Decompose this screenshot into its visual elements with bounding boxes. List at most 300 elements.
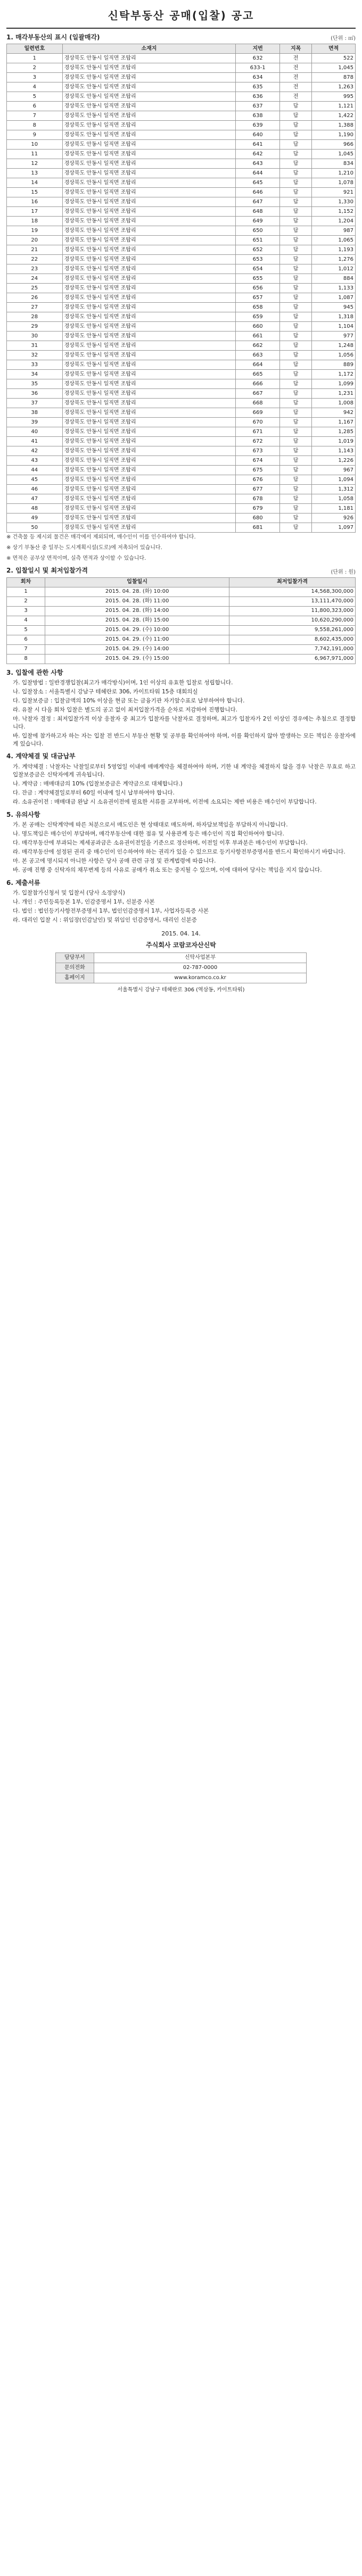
table-cell: 665 xyxy=(236,369,280,379)
table-cell: 674 xyxy=(236,455,280,465)
table-cell: 1,008 xyxy=(312,398,356,408)
table-cell: 경상북도 안동시 일직면 조탑리 xyxy=(62,101,236,111)
table-cell: 1,152 xyxy=(312,206,356,216)
table-cell: 17 xyxy=(7,206,63,216)
table-cell: 13 xyxy=(7,168,63,178)
table-cell: 945 xyxy=(312,302,356,312)
table-cell: 38 xyxy=(7,408,63,417)
table-cell: 경상북도 안동시 일직면 조탑리 xyxy=(62,350,236,360)
section-5 xyxy=(6,810,356,874)
table-row xyxy=(7,523,356,532)
paragraph: 가. 계약체결 : 낙찰자는 낙찰일로부터 5영업일 이내에 매매계약을 체결하여야 하며, 기한 내 계약을 체결하지 않을 경우 낙찰은 무효로 하고 입찰보증금은 신탁자에게 귀속됩니다. xyxy=(13,764,356,778)
table-cell: 답 xyxy=(279,321,311,331)
table-cell: 2015. 04. 28. (화) 10:00 xyxy=(45,587,229,597)
table-cell: 2015. 04. 28. (화) 15:00 xyxy=(45,616,229,625)
contact-label: 홈페이지 xyxy=(55,973,94,983)
table-row xyxy=(7,197,356,206)
table-cell: 889 xyxy=(312,360,356,369)
table-cell: 답 xyxy=(279,178,311,187)
table-row xyxy=(7,427,356,436)
table-cell: 답 xyxy=(279,436,311,446)
table-cell: 경상북도 안동시 일직면 조탑리 xyxy=(62,216,236,226)
table-cell: 647 xyxy=(236,197,280,206)
table-cell: 48 xyxy=(7,503,63,513)
table-cell: 전 xyxy=(279,72,311,82)
table-cell: 1 xyxy=(7,53,63,63)
paragraph: 라. 소유권이전 : 매매대금 완납 시 소유권이전에 필요한 서류를 교부하며, 이전에 소요되는 제반 비용은 매수인이 부담합니다. xyxy=(13,798,317,805)
table-cell: 답 xyxy=(279,187,311,197)
table-cell: 45 xyxy=(7,475,63,484)
table-cell: 경상북도 안동시 일직면 조탑리 xyxy=(62,513,236,523)
table-cell: 답 xyxy=(279,274,311,283)
table-cell: 경상북도 안동시 일직면 조탑리 xyxy=(62,245,236,254)
table-row xyxy=(7,503,356,513)
table-cell: 642 xyxy=(236,149,280,159)
note-line: ※ 건축물 등 제시외 물건은 매각에서 제외되며, 매수인이 이를 인수하여야 합니다. xyxy=(6,534,196,540)
table-cell: 47 xyxy=(7,494,63,503)
table-cell: 28 xyxy=(7,312,63,321)
table-cell: 1,248 xyxy=(312,341,356,350)
table-cell: 경상북도 안동시 일직면 조탑리 xyxy=(62,139,236,149)
table-cell: 24 xyxy=(7,274,63,283)
table-cell: 672 xyxy=(236,436,280,446)
table-row xyxy=(7,53,356,63)
table-cell: 3 xyxy=(7,72,63,82)
table-cell: 666 xyxy=(236,379,280,388)
table-cell: 966 xyxy=(312,139,356,149)
paragraph: 나. 계약금 : 매매대금의 10% (입찰보증금은 계약금으로 대체합니다.) xyxy=(13,780,183,787)
table-row xyxy=(7,168,356,178)
table-cell: 답 xyxy=(279,159,311,168)
paragraph: 라. 대리인 입찰 시 : 위임장(인감날인) 및 위임인 인감증명서, 대리인 신분증 xyxy=(13,916,197,923)
table-cell: 670 xyxy=(236,417,280,427)
table-cell: 1,388 xyxy=(312,120,356,130)
table-header-cell: 지목 xyxy=(279,44,311,53)
table-row xyxy=(7,341,356,350)
section-2-heading: 2. 입찰일시 및 최저입찰가격 xyxy=(6,567,88,575)
table-cell: 675 xyxy=(236,465,280,475)
table-row xyxy=(7,101,356,111)
contact-row xyxy=(55,953,306,963)
table-row xyxy=(7,111,356,120)
table-cell: 1,167 xyxy=(312,417,356,427)
table-cell: 답 xyxy=(279,226,311,235)
table-cell: 22 xyxy=(7,254,63,264)
table-cell: 4 xyxy=(7,82,63,92)
table-cell: 2 xyxy=(7,597,45,606)
table-cell: 1,231 xyxy=(312,388,356,398)
table-cell: 1,422 xyxy=(312,111,356,120)
table-cell: 656 xyxy=(236,283,280,293)
table-cell: 1,099 xyxy=(312,379,356,388)
table-row xyxy=(7,264,356,274)
paragraph: 다. 매각부동산에 부과되는 제세공과금은 소유권이전일을 기준으로 정산하며, 이전일 이후 부과분은 매수인이 부담합니다. xyxy=(13,839,308,846)
table-cell: 답 xyxy=(279,513,311,523)
paragraph: 다. 법인 : 법인등기사항전부증명서 1부, 법인인감증명서 1부, 사업자등록증 사본 xyxy=(13,907,209,914)
table-cell: 경상북도 안동시 일직면 조탑리 xyxy=(62,331,236,341)
table-cell: 677 xyxy=(236,484,280,494)
table-row xyxy=(7,206,356,216)
table-cell: 답 xyxy=(279,369,311,379)
table-cell: 43 xyxy=(7,455,63,465)
table-header-cell: 일련번호 xyxy=(7,44,63,53)
table-cell: 답 xyxy=(279,398,311,408)
table-row xyxy=(7,274,356,283)
table-cell: 경상북도 안동시 일직면 조탑리 xyxy=(62,254,236,264)
table-cell: 경상북도 안동시 일직면 조탑리 xyxy=(62,53,236,63)
table-row xyxy=(7,149,356,159)
table-cell: 경상북도 안동시 일직면 조탑리 xyxy=(62,293,236,302)
table-row xyxy=(7,350,356,360)
section-1-unit: (단위 : ㎡) xyxy=(331,36,356,42)
table-cell: 522 xyxy=(312,53,356,63)
table-cell: 경상북도 안동시 일직면 조탑리 xyxy=(62,446,236,455)
table-cell: 20 xyxy=(7,235,63,245)
table-cell: 경상북도 안동시 일직면 조탑리 xyxy=(62,63,236,72)
table-cell: 경상북도 안동시 일직면 조탑리 xyxy=(62,360,236,369)
table-cell: 경상북도 안동시 일직면 조탑리 xyxy=(62,503,236,513)
table-cell: 9 xyxy=(7,130,63,139)
table-cell: 36 xyxy=(7,388,63,398)
table-cell: 648 xyxy=(236,206,280,216)
table-cell: 8 xyxy=(7,654,45,664)
table-cell: 경상북도 안동시 일직면 조탑리 xyxy=(62,455,236,465)
table-cell: 답 xyxy=(279,484,311,494)
table-cell: 652 xyxy=(236,245,280,254)
table-row xyxy=(7,455,356,465)
table-cell: 경상북도 안동시 일직면 조탑리 xyxy=(62,72,236,82)
table-cell: 632 xyxy=(236,53,280,63)
table-cell: 645 xyxy=(236,178,280,187)
table-cell: 경상북도 안동시 일직면 조탑리 xyxy=(62,408,236,417)
table-row xyxy=(7,465,356,475)
table-cell: 633-1 xyxy=(236,63,280,72)
table-row xyxy=(7,331,356,341)
issuer-address: 서울특별시 강남구 테헤란로 306 (역삼동, 카이트타워) xyxy=(117,987,245,993)
paragraph: 다. 입찰보증금 : 입찰금액의 10% 이상을 현금 또는 금융기관 자기앞수표로 납부하여야 합니다. xyxy=(13,698,245,705)
table-cell: 636 xyxy=(236,92,280,101)
table-cell: 1,143 xyxy=(312,446,356,455)
table-row xyxy=(7,321,356,331)
table-cell: 답 xyxy=(279,331,311,341)
table-row xyxy=(7,226,356,235)
table-cell: 657 xyxy=(236,293,280,302)
table-cell: 942 xyxy=(312,408,356,417)
table-cell: 답 xyxy=(279,446,311,455)
table-cell: 884 xyxy=(312,274,356,283)
table-cell: 668 xyxy=(236,398,280,408)
table-cell: 661 xyxy=(236,331,280,341)
table-cell: 2015. 04. 28. (화) 14:00 xyxy=(45,606,229,616)
table-cell: 경상북도 안동시 일직면 조탑리 xyxy=(62,274,236,283)
table-cell: 경상북도 안동시 일직면 조탑리 xyxy=(62,92,236,101)
table-cell: 640 xyxy=(236,130,280,139)
table-cell: 7 xyxy=(7,644,45,654)
table-cell: 경상북도 안동시 일직면 조탑리 xyxy=(62,178,236,187)
table-cell: 답 xyxy=(279,197,311,206)
table-cell: 921 xyxy=(312,187,356,197)
table-cell: 658 xyxy=(236,302,280,312)
issuer-name: 주식회사 코람코자산신탁 xyxy=(146,941,216,949)
table-cell: 1,204 xyxy=(312,216,356,226)
notice-date: 2015. 04. 14. xyxy=(161,930,201,937)
table-cell: 834 xyxy=(312,159,356,168)
section-6 xyxy=(6,879,356,924)
table-cell: 639 xyxy=(236,120,280,130)
table-cell: 995 xyxy=(312,92,356,101)
table-cell: 679 xyxy=(236,503,280,513)
table-cell: 경상북도 안동시 일직면 조탑리 xyxy=(62,283,236,293)
table-cell: 8,602,435,000 xyxy=(229,635,356,644)
table-row xyxy=(7,635,356,644)
section-4-heading: 4. 계약체결 및 대금납부 xyxy=(6,752,76,760)
table-cell: 답 xyxy=(279,350,311,360)
paragraph: 나. 명도책임은 매수인이 부담하며, 매각부동산에 대한 점유 및 사용관계 등은 매수인이 직접 확인하여야 합니다. xyxy=(13,831,284,837)
table-cell: 40 xyxy=(7,427,63,436)
table-cell: 경상북도 안동시 일직면 조탑리 xyxy=(62,398,236,408)
table-cell: 1,097 xyxy=(312,523,356,532)
table-row xyxy=(7,587,356,597)
table-cell: 671 xyxy=(236,427,280,436)
table-cell: 경상북도 안동시 일직면 조탑리 xyxy=(62,235,236,245)
table-row xyxy=(7,436,356,446)
table-cell: 664 xyxy=(236,360,280,369)
table-cell: 42 xyxy=(7,446,63,455)
table-cell: 1,121 xyxy=(312,101,356,111)
table-cell: 답 xyxy=(279,293,311,302)
table-cell: 29 xyxy=(7,321,63,331)
table-cell: 2015. 04. 29. (수) 11:00 xyxy=(45,635,229,644)
table-cell: 답 xyxy=(279,475,311,484)
table-cell: 6 xyxy=(7,101,63,111)
table-cell: 1,181 xyxy=(312,503,356,513)
table-row xyxy=(7,293,356,302)
table-cell: 1,078 xyxy=(312,178,356,187)
table-cell: 649 xyxy=(236,216,280,226)
table-row xyxy=(7,72,356,82)
table-row xyxy=(7,82,356,92)
table-cell: 654 xyxy=(236,264,280,274)
table-cell: 34 xyxy=(7,369,63,379)
table-cell: 37 xyxy=(7,398,63,408)
notice-footer xyxy=(6,930,356,994)
table-cell: 답 xyxy=(279,302,311,312)
table-cell: 답 xyxy=(279,379,311,388)
paragraph: 가. 입찰방법 : 일반경쟁입찰(최고가 매각방식)이며, 1인 이상의 유효한 입찰로 성립합니다. xyxy=(13,680,233,686)
table-cell: 1,263 xyxy=(312,82,356,92)
table-row xyxy=(7,494,356,503)
table-cell: 673 xyxy=(236,446,280,455)
table-cell: 634 xyxy=(236,72,280,82)
table-cell: 경상북도 안동시 일직면 조탑리 xyxy=(62,159,236,168)
table-cell: 660 xyxy=(236,321,280,331)
table-cell: 16 xyxy=(7,197,63,206)
contact-table xyxy=(55,952,307,983)
table-cell: 경상북도 안동시 일직면 조탑리 xyxy=(62,427,236,436)
table-cell: 6 xyxy=(7,635,45,644)
contact-row xyxy=(55,963,306,973)
table-cell: 33 xyxy=(7,360,63,369)
table-cell: 663 xyxy=(236,350,280,360)
table-cell: 답 xyxy=(279,341,311,350)
table-cell: 44 xyxy=(7,465,63,475)
table-cell: 경상북도 안동시 일직면 조탑리 xyxy=(62,187,236,197)
table-header-cell: 면적 xyxy=(312,44,356,53)
table-cell: 답 xyxy=(279,101,311,111)
table-row xyxy=(7,235,356,245)
table-cell: 1,045 xyxy=(312,63,356,72)
table-cell: 926 xyxy=(312,513,356,523)
note-line: ※ 면적은 공부상 면적이며, 실측 면적과 상이할 수 있습니다. xyxy=(6,555,146,561)
paragraph: 가. 입찰참가신청서 및 입찰서 (당사 소정양식) xyxy=(13,890,125,897)
table-cell: 49 xyxy=(7,513,63,523)
table-cell: 답 xyxy=(279,503,311,513)
table-cell: 11,800,323,000 xyxy=(229,606,356,616)
table-cell: 경상북도 안동시 일직면 조탑리 xyxy=(62,417,236,427)
table-row xyxy=(7,130,356,139)
table-cell: 경상북도 안동시 일직면 조탑리 xyxy=(62,379,236,388)
table-cell: 1,065 xyxy=(312,235,356,245)
table-cell: 1,087 xyxy=(312,293,356,302)
table-cell: 878 xyxy=(312,72,356,82)
table-row xyxy=(7,283,356,293)
table-cell: 답 xyxy=(279,523,311,532)
contact-value: 02-787-0000 xyxy=(94,963,306,973)
table-cell: 1,330 xyxy=(312,197,356,206)
table-cell: 8 xyxy=(7,120,63,130)
table-cell: 답 xyxy=(279,388,311,398)
table-cell: 전 xyxy=(279,63,311,72)
section-2 xyxy=(6,566,356,664)
table-cell: 답 xyxy=(279,494,311,503)
table-row xyxy=(7,398,356,408)
table-cell: 1,133 xyxy=(312,283,356,293)
table-cell: 1,012 xyxy=(312,264,356,274)
table-row xyxy=(7,475,356,484)
table-row xyxy=(7,187,356,197)
table-cell: 2015. 04. 29. (수) 15:00 xyxy=(45,654,229,664)
contact-value: 신탁사업본부 xyxy=(94,953,306,963)
table-header-cell: 소재지 xyxy=(62,44,236,53)
table-row xyxy=(7,446,356,455)
section-3 xyxy=(6,668,356,748)
table-cell: 10 xyxy=(7,139,63,149)
table-cell: 답 xyxy=(279,120,311,130)
paragraph: 가. 본 공매는 신탁계약에 따른 처분으로서 매도인은 현 상태대로 매도하며, 하자담보책임을 부담하지 아니합니다. xyxy=(13,822,288,829)
table-row xyxy=(7,159,356,168)
table-cell: 1,276 xyxy=(312,254,356,264)
table-row xyxy=(7,388,356,398)
table-cell: 답 xyxy=(279,254,311,264)
table-cell: 경상북도 안동시 일직면 조탑리 xyxy=(62,484,236,494)
table-cell: 31 xyxy=(7,341,63,350)
paragraph: 라. 유찰 시 다음 회차 입찰은 별도의 공고 없이 최저입찰가격을 순차로 저감하여 진행합니다. xyxy=(13,706,238,713)
table-cell: 경상북도 안동시 일직면 조탑리 xyxy=(62,82,236,92)
table-cell: 1,056 xyxy=(312,350,356,360)
table-cell: 1,226 xyxy=(312,455,356,465)
property-notes xyxy=(6,534,356,562)
paragraph: 바. 입찰에 참가하고자 하는 자는 입찰 전 반드시 부동산 현황 및 공부를 확인하여야 하며, 이를 확인하지 않아 발생하는 모든 책임은 응찰자에게 있습니다. xyxy=(13,732,356,747)
table-row xyxy=(7,606,356,616)
table-cell: 646 xyxy=(236,187,280,197)
table-cell: 15 xyxy=(7,187,63,197)
table-cell: 경상북도 안동시 일직면 조탑리 xyxy=(62,341,236,350)
table-row xyxy=(7,379,356,388)
page-title: 신탁부동산 공매(입찰) 공고 xyxy=(108,9,254,22)
table-cell: 5 xyxy=(7,625,45,635)
table-row xyxy=(7,369,356,379)
table-cell: 전 xyxy=(279,82,311,92)
table-cell: 662 xyxy=(236,341,280,350)
table-row xyxy=(7,408,356,417)
table-cell: 9,558,261,000 xyxy=(229,625,356,635)
table-row xyxy=(7,654,356,664)
table-cell: 638 xyxy=(236,111,280,120)
table-header-cell: 회차 xyxy=(7,577,45,587)
table-cell: 680 xyxy=(236,513,280,523)
table-cell: 경상북도 안동시 일직면 조탑리 xyxy=(62,206,236,216)
table-cell: 경상북도 안동시 일직면 조탑리 xyxy=(62,321,236,331)
table-row xyxy=(7,216,356,226)
table-row xyxy=(7,513,356,523)
table-cell: 11 xyxy=(7,149,63,159)
table-cell: 경상북도 안동시 일직면 조탑리 xyxy=(62,465,236,475)
table-cell: 653 xyxy=(236,254,280,264)
table-cell: 경상북도 안동시 일직면 조탑리 xyxy=(62,312,236,321)
table-cell: 19 xyxy=(7,226,63,235)
section-6-body xyxy=(6,889,356,924)
section-5-heading: 5. 유의사항 xyxy=(6,810,40,818)
table-cell: 경상북도 안동시 일직면 조탑리 xyxy=(62,264,236,274)
section-5-body xyxy=(6,821,356,874)
table-cell: 경상북도 안동시 일직면 조탑리 xyxy=(62,475,236,484)
table-cell: 681 xyxy=(236,523,280,532)
table-cell: 643 xyxy=(236,159,280,168)
table-cell: 경상북도 안동시 일직면 조탑리 xyxy=(62,436,236,446)
table-cell: 전 xyxy=(279,92,311,101)
table-cell: 답 xyxy=(279,111,311,120)
table-cell: 답 xyxy=(279,168,311,178)
table-cell: 답 xyxy=(279,216,311,226)
table-cell: 6,967,971,000 xyxy=(229,654,356,664)
table-cell: 30 xyxy=(7,331,63,341)
table-cell: 50 xyxy=(7,523,63,532)
section-6-heading: 6. 제출서류 xyxy=(6,879,40,887)
table-cell: 1,193 xyxy=(312,245,356,254)
table-row xyxy=(7,484,356,494)
table-cell: 987 xyxy=(312,226,356,235)
table-cell: 답 xyxy=(279,139,311,149)
section-1 xyxy=(6,33,356,562)
table-cell: 경상북도 안동시 일직면 조탑리 xyxy=(62,388,236,398)
table-cell: 12 xyxy=(7,159,63,168)
section-4 xyxy=(6,752,356,806)
table-cell: 655 xyxy=(236,274,280,283)
table-row xyxy=(7,644,356,654)
paragraph: 라. 매각부동산에 설정된 권리 중 매수인이 인수하여야 하는 권리가 있을 수 있으므로 등기사항전부증명서를 반드시 확인하시기 바랍니다. xyxy=(13,848,345,855)
table-row xyxy=(7,92,356,101)
table-cell: 46 xyxy=(7,484,63,494)
table-cell: 644 xyxy=(236,168,280,178)
table-cell: 3 xyxy=(7,606,45,616)
table-cell: 1,210 xyxy=(312,168,356,178)
contact-label: 문의전화 xyxy=(55,963,94,973)
section-2-unit: (단위 : 원) xyxy=(331,569,356,575)
table-cell: 41 xyxy=(7,436,63,446)
table-cell: 답 xyxy=(279,360,311,369)
table-cell: 23 xyxy=(7,264,63,274)
section-4-body xyxy=(6,763,356,806)
